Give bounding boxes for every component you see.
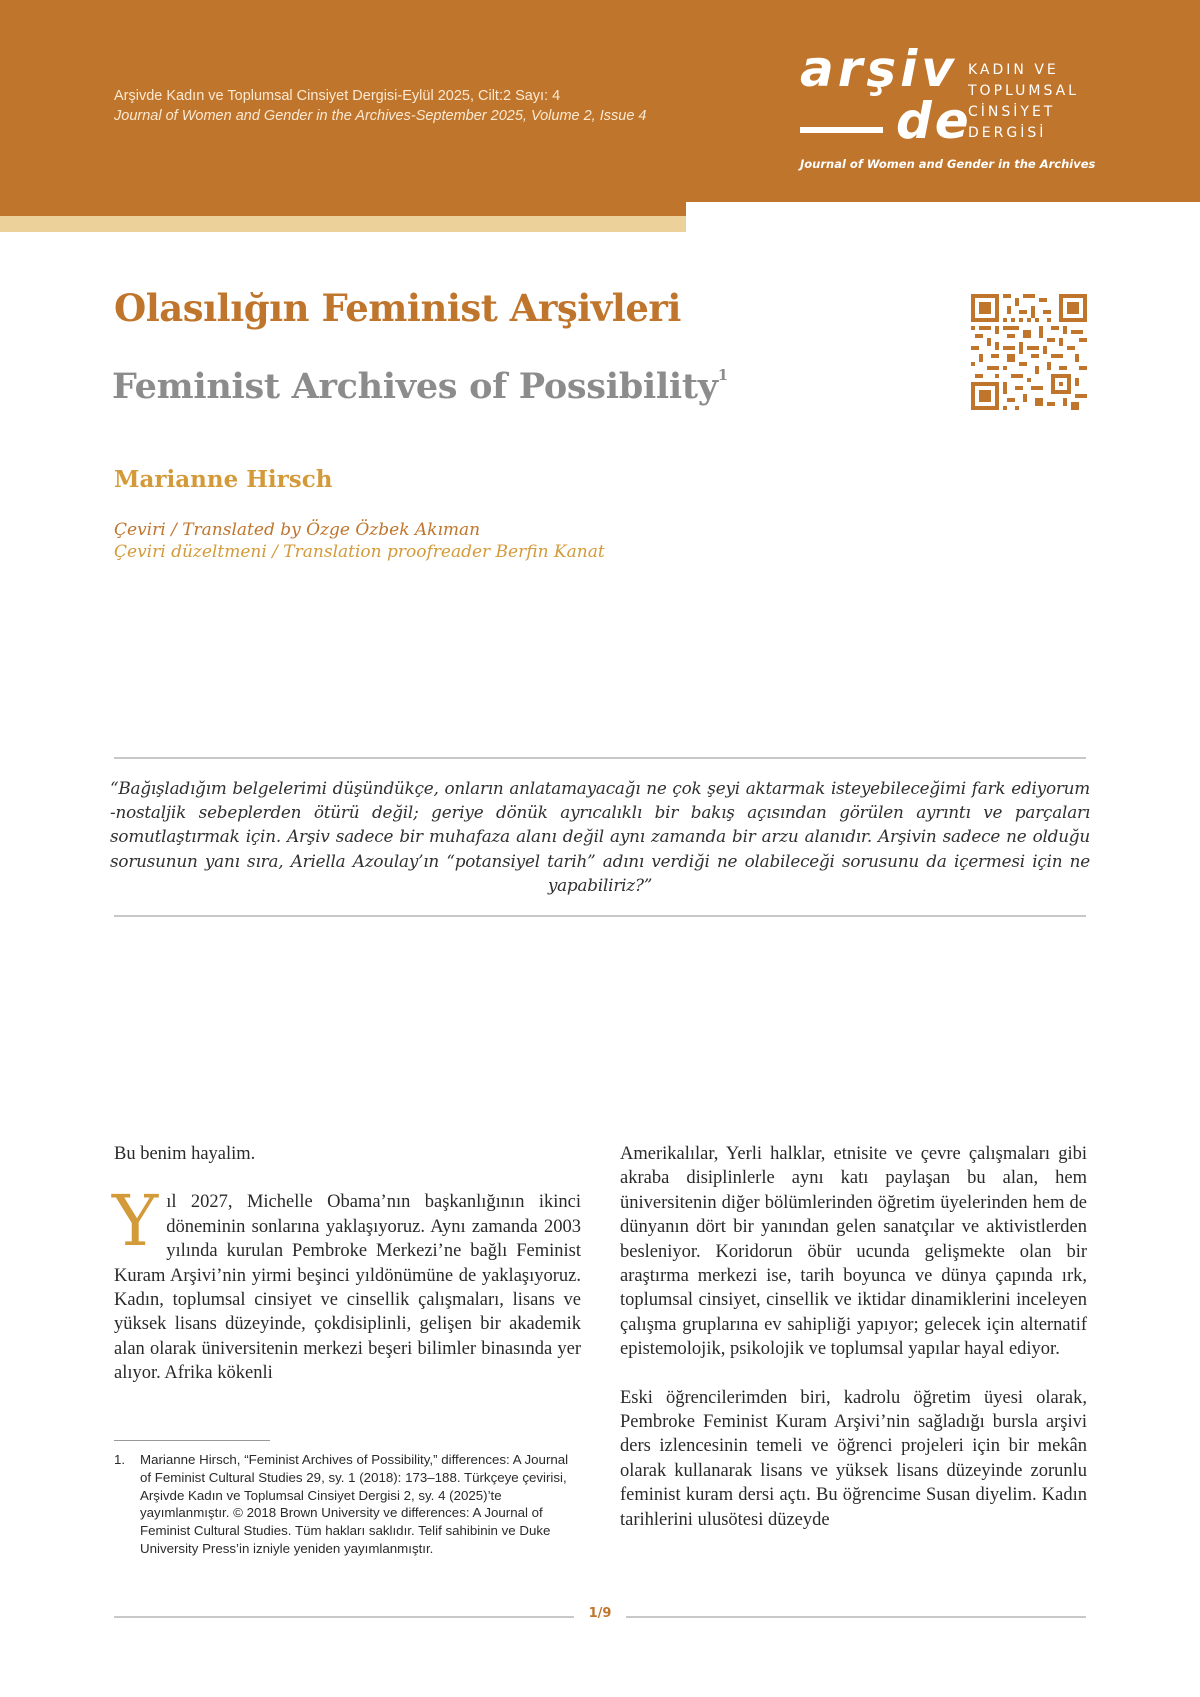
footnote-text: Marianne Hirsch, “Feminist Archives of Possibility,” differences: A Journal of Feminist Cultural Studies 29, sy. 1 (2018): 173–188. Türkçeye çevirisi, Arşivde Kadın ve Toplumsal Cinsiyet Dergisi 2, sy. 4 (2025)’te yayımlanmıştır. © 2018 Brown University ve differences: A Journal of Feminist Cultural Studies. Tüm hakları saklıdır. Telif sahibinin ve Duke University Press’in izniyle yeniden yayımlanmıştır. — [140, 1452, 569, 1556]
footnote-divider — [114, 1440, 270, 1441]
body-paragraph — [112, 1180, 581, 1385]
body-paragraph: Eski öğrencilerimden biri, kadrolu öğretim üyesi olarak, Pembroke Feminist Kuram Arşivi’nin sağladığı bursla arşivi ders izlencesinin temeli ve öğrenci projeleri için bir mekân olarak kullanarak lisans ve yüksek lisans düzeyinde zorunlu feminist kuram dersi açtı. Bu öğrencime Susan diyelim. Kadın tarihlerini ulusötesi düzeyde — [620, 1387, 1087, 1530]
author-name: Marianne Hirsch — [114, 466, 333, 493]
body-column-right — [620, 1142, 1087, 1532]
logo-word-4: DERGİSİ — [968, 125, 1047, 141]
page-number: 1/9 — [588, 1606, 612, 1621]
body-paragraph-text: ıl 2027, Michelle Obama’nın başkanlığının ikinci döneminin sonlarına yaklaşıyoruz. Aynı zamanda 2003 yılında kurulan Pembroke Merkezi’ne bağlı Feminist Kuram Arşivi’nin yirmi beşinci yıldönümüne de yaklaşıyoruz. Kadın, toplumsal cinsiyet ve cinsellik çalışmaları, lisans ve yüksek lisans düzeyinde, çokdisiplinli, gelişen bir akademik alan olarak üniversitenin merkezi beşeri bilimler binasında yer alıyor. Afrika kökenli — [114, 1192, 581, 1384]
epigraph-rule-top — [114, 757, 1086, 759]
logo-word-2: TOPLUMSAL — [968, 83, 1079, 99]
footer-rule-left — [114, 1616, 574, 1618]
footnote-number: 1. — [114, 1452, 126, 1467]
body-paragraph: Amerikalılar, Yerli halklar, etnisite ve çevre çalışmaları gibi akraba disiplinlerle aynı katı paylaşan bu alan, hem üniversitenin diğer bölümlerinden öğretim üyelerinden hem de dünyanın dört bir yanından gelen sanatçılar ve aktivistlerden besleniyor. Koridorun öbür ucunda gelişmekte olan bir araştırma merkezi ise, tarih boyunca ve dünya çapında ırk, toplumsal cinsiyet, cinsellik ve iktidar dinamiklerini inceleyen çalışma gruplarına ev sahipliği yapıyor; gelecek için alternatif epistemolojik, psikolojik ve toplumsal yapılar hayal ediyor. — [620, 1144, 1087, 1360]
epigraph-rule-bottom — [114, 915, 1086, 917]
logo-word-1: KADIN VE — [968, 62, 1059, 78]
logo-subtitle: Journal of Women and Gender in the Archives — [800, 157, 1096, 171]
proofreader-credit: Çeviri düzeltmeni / Translation proofreader Berfin Kanat — [114, 542, 605, 562]
article-title-en — [112, 366, 728, 407]
translator-credit: Çeviri / Translated by Özge Özbek Akıman — [114, 520, 481, 540]
qr-code-icon — [971, 294, 1087, 410]
drop-cap: Y — [112, 1180, 159, 1263]
logo-word-arsiv: arşiv — [800, 40, 958, 98]
body-column-left — [114, 1142, 581, 1386]
journal-citation-tr: Arşivde Kadın ve Toplumsal Cinsiyet Dergisi-Eylül 2025, Cilt:2 Sayı: 4 — [114, 88, 561, 104]
logo-wordmark — [968, 60, 1079, 144]
footnote — [114, 1451, 581, 1558]
epigraph-quote: “Bağışladığım belgelerimi düşündükçe, onların anlatamayacağı ne çok şeyi aktarmak isteyebileceğimi fark ediyorum -nostaljik sebeplerden ötürü değil; geriye dönük ayrıcalıklı bir bakış açısından görülen ayrıntı ve parçaları somutlaştırmak için. Arşiv sadece bir muhafaza alanı değil aynı zamanda bir arzu alanıdır. Arşivin sadece ne olduğu sorusunun yanı sıra, Ariella Azoulay’ın “potansiyel tarih” adını verdiği ne olabileceği sorusunu da içermesi için ne yapabiliriz?” — [110, 778, 1090, 895]
logo-dash — [800, 127, 883, 133]
journal-citation-en: Journal of Women and Gender in the Archives-September 2025, Volume 2, Issue 4 — [114, 108, 647, 124]
footnote-ref-1[interactable]: 1 — [717, 366, 728, 384]
article-title-tr: Olasılığın Feminist Arşivleri — [114, 286, 681, 330]
opening-line: Bu benim hayalim. — [114, 1144, 256, 1164]
article-title-en-text: Feminist Archives of Possibility — [112, 366, 718, 407]
logo-word-3: CİNSİYET — [968, 104, 1056, 120]
logo-word-de: de — [896, 92, 972, 150]
header-strip-overlap — [0, 202, 686, 216]
paragraph-gap — [620, 1362, 1087, 1386]
footer-rule-right — [626, 1616, 1086, 1618]
